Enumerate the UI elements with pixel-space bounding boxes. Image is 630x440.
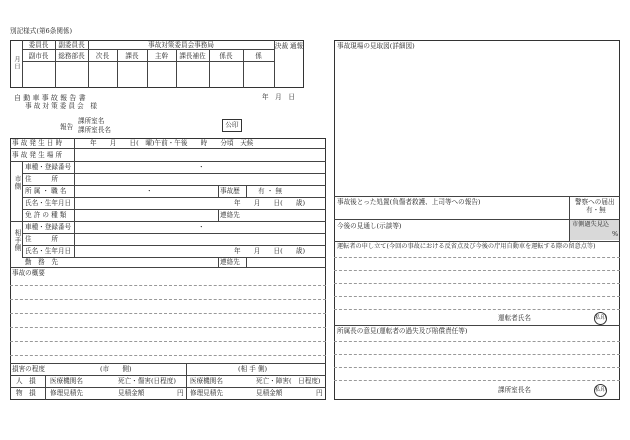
other-birth-value: 年 月 日( 歳) <box>234 247 306 255</box>
own-yen-label: 円 <box>177 389 184 397</box>
approval-date-label: 月日 <box>13 56 20 71</box>
fault-label: 市側過失見込 <box>572 221 610 228</box>
vice-mayor-label: 副市長 <box>28 52 49 60</box>
vice-chair-label: 副委員長 <box>58 41 85 49</box>
official-seal-box: 公印 <box>222 119 242 132</box>
own-reg-label: 車種・登録番号 <box>25 163 72 171</box>
police-label: 警察への届出 <box>575 198 615 206</box>
own-side-label: 市側 <box>13 175 21 191</box>
person-damage-label: 人 損 <box>16 377 36 385</box>
own-contact-label: 連絡先 <box>220 211 240 219</box>
driver-statement-label: 運転者の申し立て(今回の事故における反省点及び今後の庁用自動車を運転する際の留意点等) <box>337 243 596 250</box>
driver-seal: 私印 <box>594 312 607 325</box>
driver-name-label: 運転者氏名 <box>498 314 531 322</box>
own-hospital-label: 医療機関名 <box>50 377 83 385</box>
office-head-label: 課所室長名 <box>78 126 111 134</box>
office-name-label: 課所室名 <box>78 117 105 125</box>
other-reg-label: 車種・登録番号 <box>25 223 72 231</box>
other-contact-label: 連絡先 <box>220 258 240 266</box>
fault-unit: % <box>612 230 619 238</box>
form-id: 別記様式(第6条関係) <box>10 27 73 35</box>
report-date: 年 月 日 <box>262 93 295 101</box>
own-dept-dot: ・ <box>146 187 153 195</box>
other-hospital-label: 医療機関名 <box>190 377 223 385</box>
assistant-manager-label: 課長補佐 <box>179 52 206 60</box>
own-estimate-label: 見積金額 <box>118 389 145 397</box>
own-injury-label: 死亡・傷害(日程度) <box>118 377 176 385</box>
decision-label: 決裁 <box>274 42 289 50</box>
deputy-label: 次長 <box>95 52 110 60</box>
chief-opinion-label: 所属長の意見(運転者の過失及び賠償責任等) <box>337 327 468 335</box>
own-history-value: 有 ・ 無 <box>258 187 282 195</box>
own-address-label: 住 所 <box>25 175 58 183</box>
own-reg-dot: ・ <box>198 163 205 171</box>
own-dept-label: 所 属 ・ 職 名 <box>25 187 67 195</box>
other-work-label: 勤 務 先 <box>25 258 58 266</box>
datetime-label: 事 故 発 生 日 時 <box>12 139 63 147</box>
secretariat-label: 事故対策委員会事務局 <box>148 41 214 49</box>
other-reg-dot: ・ <box>198 223 205 231</box>
own-repair-label: 修理見積先 <box>50 389 83 397</box>
diagram-label: 事故現場の見取図(詳細図) <box>337 42 415 50</box>
place-label: 事 故 発 生 場 所 <box>12 151 63 159</box>
settlement-label: 今後の見通し(示談等) <box>337 222 402 230</box>
reporter-label: 報告 <box>60 123 74 131</box>
chief-assistant-label: 主幹 <box>154 52 169 60</box>
own-name-label: 氏名・生年月日 <box>25 199 72 207</box>
datetime-value: 年 月 日( 曜)午前・午後 時 分頃 天候 <box>90 139 254 147</box>
own-history-label: 事故歴 <box>220 187 240 195</box>
damage-label: 損害の程度 <box>12 365 45 373</box>
other-yen-label: 円 <box>316 389 323 397</box>
chief-seal: 私印 <box>594 384 607 397</box>
staff-label: 係 <box>255 52 262 60</box>
other-side-label: 相手側 <box>13 229 21 252</box>
damage-other-label: (相 手 側) <box>238 365 268 373</box>
chief-name-label: 課所室長名 <box>498 386 531 394</box>
object-damage-label: 物 損 <box>16 389 36 397</box>
other-repair-label: 修理見積先 <box>190 389 223 397</box>
damage-own-label: (市 側) <box>100 365 132 373</box>
own-birth-value: 年 月 日( 歳) <box>234 199 306 207</box>
police-value: 有・無 <box>586 206 606 214</box>
subsection-chief-label: 係長 <box>219 52 233 60</box>
other-address-label: 住 所 <box>25 235 58 243</box>
own-license-label: 免 許 の 種 類 <box>25 211 67 219</box>
other-name-label: 氏名・生年月日 <box>25 247 72 255</box>
notice-label: 通報 <box>289 42 304 50</box>
measures-label: 事故後とった処置(負傷者救護、上司等への報告) <box>337 198 481 206</box>
summary-label: 事故の概要 <box>12 269 45 277</box>
section-chief-label: 課長 <box>125 52 139 60</box>
other-estimate-label: 見積金額 <box>256 389 283 397</box>
addressee: 事 故 対 策 委 員 会 様 <box>25 102 97 110</box>
other-injury-label: 死亡・障害( 日程度) <box>256 377 321 385</box>
report-title: 自 動 車 事 故 報 告 書 <box>14 94 86 102</box>
chair-label: 委員長 <box>28 41 49 49</box>
general-affairs-label: 総務部長 <box>58 52 85 60</box>
